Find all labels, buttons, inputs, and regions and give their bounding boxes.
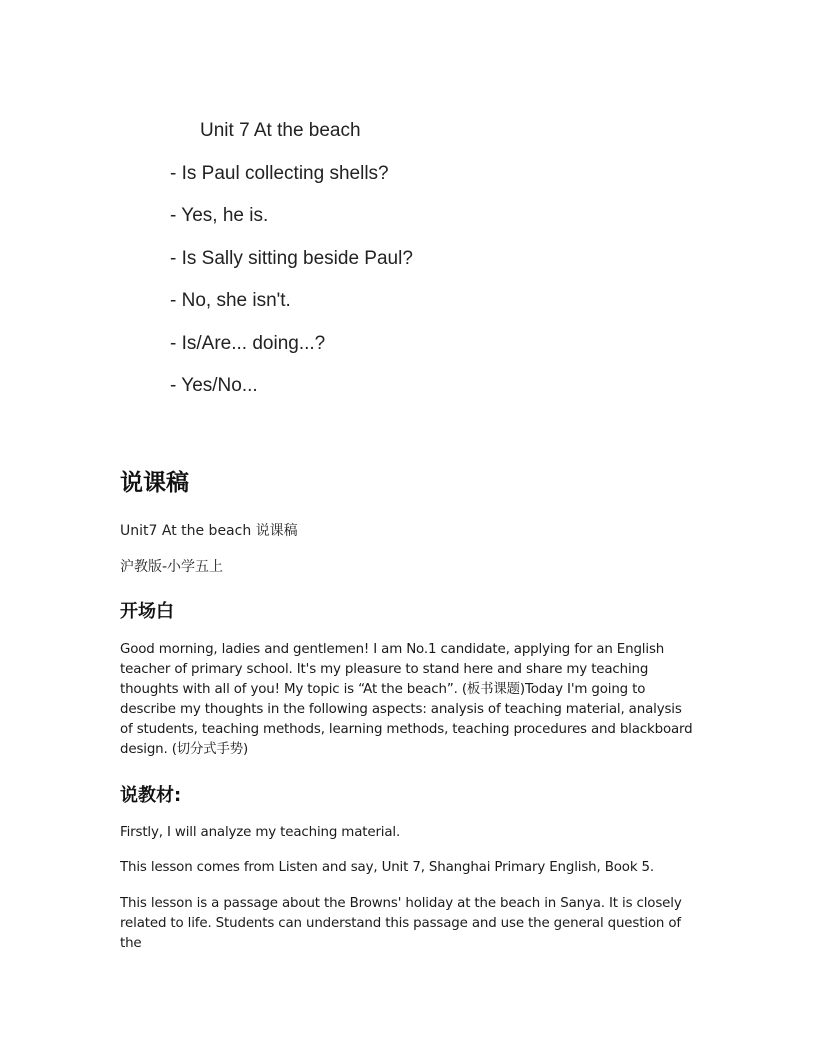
board-line: - Is Sally sitting beside Paul? [170, 248, 413, 269]
document-subtitle: Unit7 At the beach 说课稿 [120, 523, 298, 539]
opening-paragraph: Good morning, ladies and gentlemen! I am No.1 candidate, applying for an English teacher of primary school. It's my pleasure to stand here and share my teaching thoughts with all of you! My topic is “At the beach”. (板书课题)Today I'm going to describe my thoughts in the following aspects: analysis of teaching material, analysis of students, teaching methods, learning methods, teaching procedures and blackboard design. (切分式手势) [120, 642, 693, 757]
material-paragraph-1: Firstly, I will analyze my teaching material. [120, 825, 401, 840]
board-title: Unit 7 At the beach [200, 120, 361, 141]
board-line: - Is Paul collecting shells? [170, 163, 389, 184]
section-heading-opening: 开场白 [120, 601, 174, 622]
board-line: - Yes/No... [170, 375, 258, 396]
document-title: 说课稿 [120, 470, 189, 496]
board-line: - Yes, he is. [170, 205, 269, 226]
board-line: - No, she isn't. [170, 290, 291, 311]
edition-label: 沪教版-小学五上 [120, 559, 224, 575]
material-paragraph-2: This lesson comes from Listen and say, Unit 7, Shanghai Primary English, Book 5. [120, 860, 655, 875]
material-paragraph-3: This lesson is a passage about the Browns' holiday at the beach in Sanya. It is closely related to life. Students can understand this passage and use the general question of the [120, 896, 682, 951]
board-line: - Is/Are... doing...? [170, 333, 326, 354]
section-heading-material: 说教材: [120, 785, 182, 806]
